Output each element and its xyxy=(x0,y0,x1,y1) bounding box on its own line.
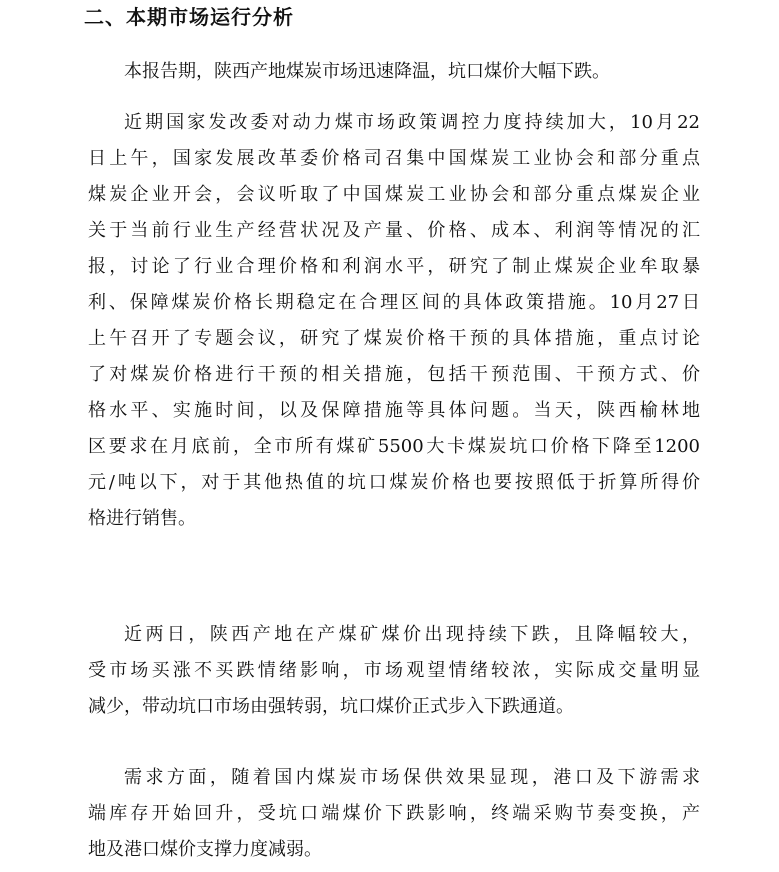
paragraph-policy xyxy=(88,105,700,537)
paragraph-line: 关于当前行业生产经营状况及产量、价格、成本、利润等情况的汇 xyxy=(88,220,700,241)
paragraph-line: 了对煤炭价格进行干预的相关措施，包括干预范围、干预方式、价 xyxy=(88,364,700,385)
paragraph-line: 利、保障煤炭价格长期稳定在合理区间的具体政策措施。10月27日 xyxy=(88,292,700,313)
paragraph-line: 地及港口煤价支撑力度减弱。 xyxy=(88,839,322,860)
paragraph-line: 受市场买涨不买跌情绪影响，市场观望情绪较浓，实际成交量明显 xyxy=(88,660,700,681)
paragraph-line: 区要求在月底前，全市所有煤矿5500大卡煤炭坑口价格下降至1200 xyxy=(88,436,700,457)
paragraph-market-trend xyxy=(88,617,700,725)
paragraph-line: 日上午，国家发展改革委价格司召集中国煤炭工业协会和部分重点 xyxy=(88,148,700,169)
paragraph-line: 煤炭企业开会，会议听取了中国煤炭工业协会和部分重点煤炭企业 xyxy=(88,184,700,205)
paragraph-line: 本报告期，陕西产地煤炭市场迅速降温，坑口煤价大幅下跌。 xyxy=(124,61,610,82)
paragraph-line: 减少，带动坑口市场由强转弱，坑口煤价正式步入下跌通道。 xyxy=(88,696,574,717)
paragraph-line: 格进行销售。 xyxy=(88,508,196,529)
paragraph-line: 报，讨论了行业合理价格和利润水平，研究了制止煤炭企业牟取暴 xyxy=(88,256,700,277)
paragraph-summary xyxy=(88,54,700,90)
section-heading: 二、本期市场运行分析 xyxy=(84,5,294,29)
paragraph-line: 格水平、实施时间，以及保障措施等具体问题。当天，陕西榆林地 xyxy=(88,400,700,421)
paragraph-line: 近期国家发改委对动力煤市场政策调控力度持续加大，10月22 xyxy=(124,112,700,133)
paragraph-line: 需求方面，随着国内煤炭市场保供效果显现，港口及下游需求 xyxy=(124,767,700,788)
paragraph-demand xyxy=(88,760,700,868)
paragraph-line: 元/吨以下，对于其他热值的坑口煤炭价格也要按照低于折算所得价 xyxy=(88,472,700,493)
paragraph-line: 端库存开始回升，受坑口端煤价下跌影响，终端采购节奏变换，产 xyxy=(88,803,700,824)
paragraph-line: 上午召开了专题会议，研究了煤炭价格干预的具体措施，重点讨论 xyxy=(88,328,700,349)
paragraph-line: 近两日，陕西产地在产煤矿煤价出现持续下跌，且降幅较大， xyxy=(124,624,700,645)
